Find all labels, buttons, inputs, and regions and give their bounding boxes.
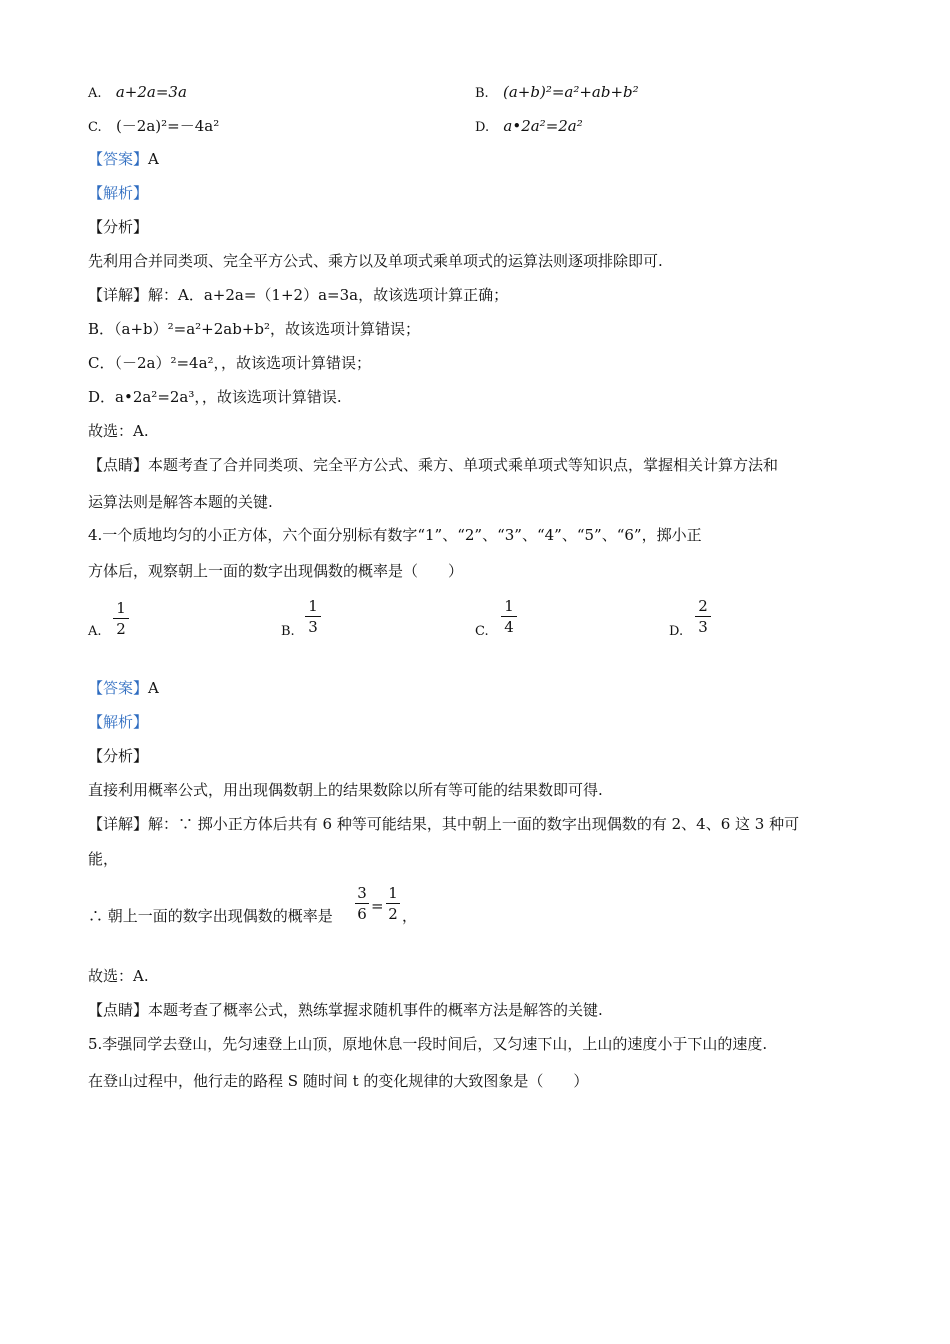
q3-option-d — [475, 116, 583, 138]
q4-stem-2: 方体后，观察朝上一面的数字出现偶数的概率是（ ） — [88, 562, 464, 580]
q3-option-b — [475, 82, 639, 104]
q5-stem-1: 5.李强同学去登山，先匀速登上山顶，原地休息一段时间后，又匀速下山，上山的速度小于下山的速度. — [88, 1035, 768, 1053]
option-letter: D. — [475, 120, 490, 135]
numerator: 1 — [388, 884, 398, 902]
option-text: (－2a)²=－4a² — [115, 117, 220, 135]
q3-dianjing-2: 运算法则是解答本题的关键. — [88, 493, 273, 511]
q3-answer — [88, 149, 159, 169]
dianjing-text: 本题考查了概率公式，熟练掌握求随机事件的概率方法是解答的关键. — [148, 1001, 603, 1019]
numerator: 3 — [357, 884, 367, 902]
answer-value: A — [148, 679, 159, 697]
denominator: 4 — [504, 618, 514, 636]
denominator: 3 — [308, 618, 318, 636]
q4-xiangjie-2: 能， — [88, 850, 119, 868]
q4-stem-1: 4.一个质地均匀的小正方体，六个面分别标有数字“1”、“2”、“3”、“4”、“5”、“6”，掷小正 — [88, 526, 702, 544]
q4-jiexi-heading: 【解析】 — [88, 713, 149, 731]
option-letter: B. — [281, 624, 295, 639]
option-text: (a+b)²=a²+ab+b² — [503, 83, 639, 101]
q3-xiangjie-d: D．a•2a²=2a³，，故该选项计算错误. — [88, 388, 342, 406]
option-fraction — [695, 597, 711, 636]
option-letter: B. — [475, 86, 489, 101]
option-fraction — [501, 597, 517, 636]
fraction-bar — [305, 616, 321, 617]
probability-fraction-1 — [355, 884, 369, 923]
q4-conclusion: 故选：A. — [88, 967, 149, 985]
option-letter: C. — [475, 624, 489, 639]
q5-stem-2: 在登山过程中，他行走的路程 S 随时间 t 的变化规律的大致图象是（ ） — [88, 1072, 589, 1090]
q3-fenxi-text: 先利用合并同类项、完全平方公式、乘方以及单项式乘单项式的运算法则逐项排除即可. — [88, 252, 663, 270]
q3-xiangjie-a — [88, 285, 508, 305]
option-letter: A. — [88, 86, 102, 101]
numerator: 1 — [116, 599, 126, 617]
dianjing-tag: 【点睛】 — [88, 1001, 149, 1019]
option-fraction — [113, 599, 129, 638]
option-letter: C. — [88, 120, 102, 135]
q3-dianjing-1 — [88, 455, 778, 475]
q3-fenxi-heading: 【分析】 — [88, 218, 149, 236]
q3-option-c — [88, 116, 219, 138]
probability-fraction-2 — [386, 884, 400, 923]
denominator: 6 — [357, 905, 367, 923]
numerator: 1 — [504, 597, 514, 615]
option-text: a+2a=3a — [115, 83, 187, 101]
denominator: 2 — [116, 620, 126, 638]
fraction-bar — [113, 618, 129, 619]
equals-sign: = — [371, 897, 384, 915]
q3-conclusion: 故选：A. — [88, 422, 149, 440]
xiangjie-text: 解：∵ 掷小正方体后共有 6 种等可能结果，其中朝上一面的数字出现偶数的有 2、4、6 这 3 种可 — [148, 815, 800, 833]
dianjing-text: 本题考查了合并同类项、完全平方公式、乘方、单项式乘单项式等知识点，掌握相关计算方法和 — [148, 456, 779, 474]
q3-xiangjie-b: B．（a+b）²=a²+2ab+b²，故该选项计算错误； — [88, 320, 421, 338]
answer-tag: 【答案】 — [88, 679, 149, 697]
numerator: 2 — [698, 597, 708, 615]
q4-dianjing — [88, 1000, 603, 1020]
answer-value: A — [148, 150, 159, 168]
fraction-bar — [355, 903, 369, 904]
fraction-bar — [501, 616, 517, 617]
q4-answer — [88, 678, 159, 698]
xiangjie-tag: 【详解】 — [88, 286, 149, 304]
answer-tag: 【答案】 — [88, 150, 149, 168]
q4-xiangjie-1 — [88, 814, 799, 834]
numerator: 1 — [308, 597, 318, 615]
probability-prefix: ∴ 朝上一面的数字出现偶数的概率是 — [88, 907, 333, 925]
xiangjie-text: 解：A．a+2a=（1+2）a=3a，故该选项计算正确； — [148, 286, 509, 304]
denominator: 3 — [698, 618, 708, 636]
q4-fenxi-heading: 【分析】 — [88, 747, 149, 765]
q3-xiangjie-c: C．（－2a）²=4a²，，故该选项计算错误； — [88, 354, 372, 372]
fraction-bar — [386, 903, 400, 904]
dianjing-tag: 【点睛】 — [88, 456, 149, 474]
option-fraction — [305, 597, 321, 636]
option-letter: D. — [669, 624, 684, 639]
xiangjie-tag: 【详解】 — [88, 815, 149, 833]
fraction-bar — [695, 616, 711, 617]
option-letter: A. — [88, 624, 102, 639]
q3-option-a — [88, 82, 187, 104]
q4-fenxi-text: 直接利用概率公式，用出现偶数朝上的结果数除以所有等可能的结果数即可得. — [88, 781, 603, 799]
q3-jiexi-heading: 【解析】 — [88, 184, 149, 202]
probability-suffix: ， — [402, 907, 418, 925]
denominator: 2 — [388, 905, 398, 923]
option-text: a•2a²=2a² — [503, 117, 583, 135]
